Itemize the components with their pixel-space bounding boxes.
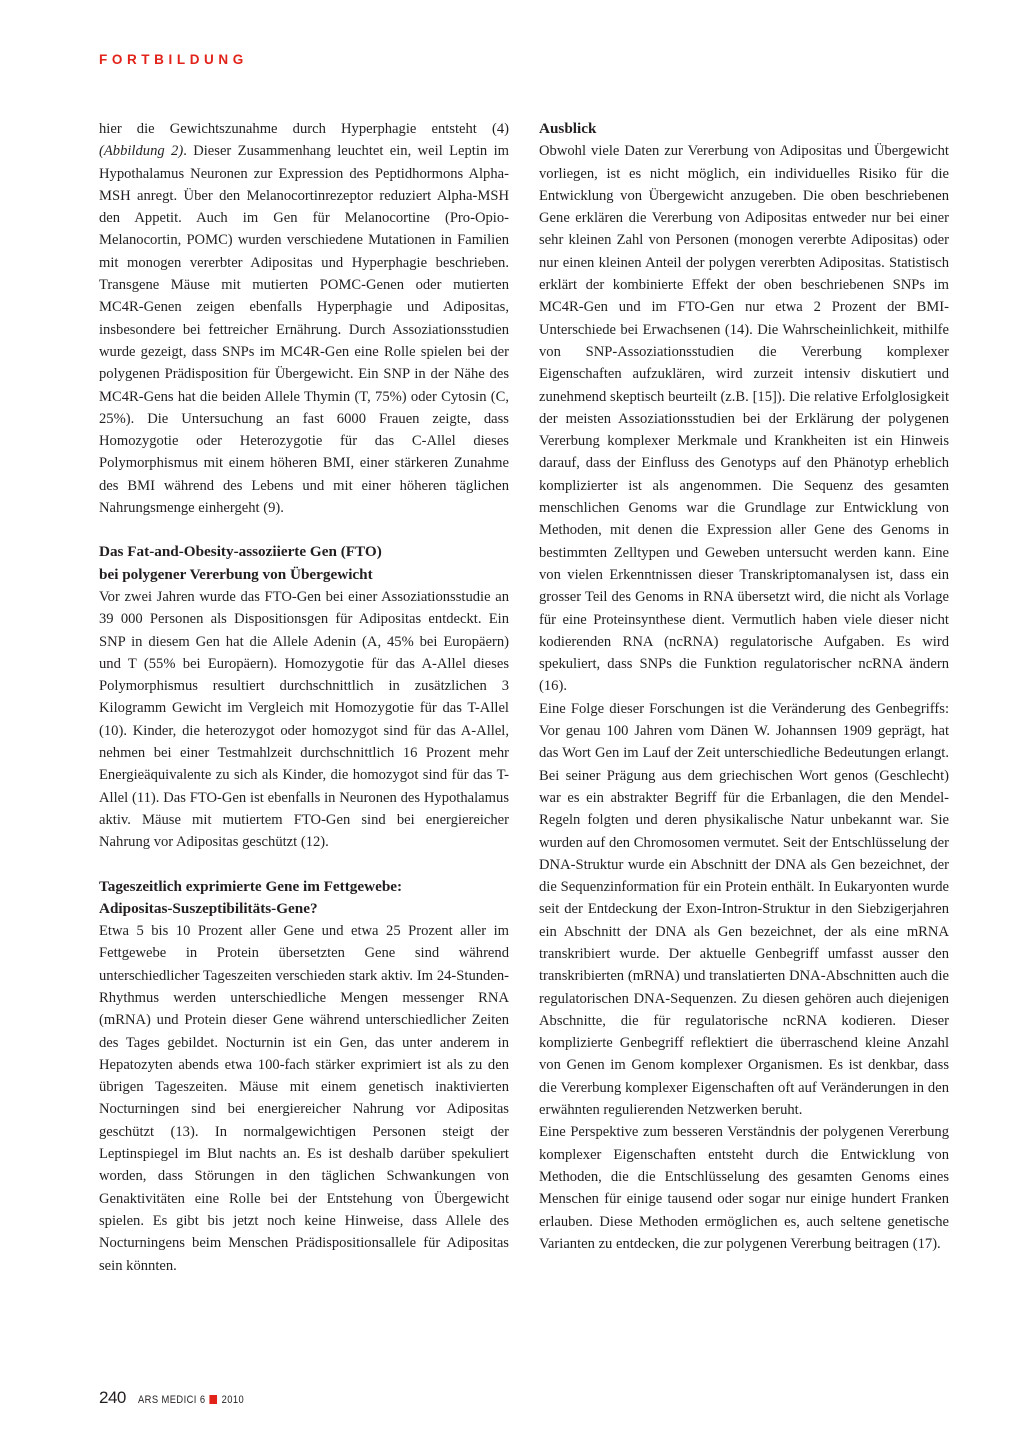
heading-ausblick: Ausblick <box>539 120 597 137</box>
section-header: FORTBILDUNG <box>99 52 248 67</box>
right-column <box>539 118 949 1255</box>
red-square-icon <box>210 1395 218 1404</box>
heading-line: Tageszeitlich exprimierte Gene im Fettgewebe: <box>99 877 403 895</box>
journal-info <box>138 1394 244 1406</box>
page-number: 240 <box>99 1388 126 1407</box>
paragraph-ausblick-1: Obwohl viele Daten zur Vererbung von Adipositas und Übergewicht vorliegen, ist es nicht möglich, ein individuelles Risiko für die Entwicklung von Übergewicht anzugeben. Die oben beschriebenen Gene erklären die Vererbung von Adipositas entweder nur bei einer sehr kleinen Zahl von Personen (monogen vererbte Adipositas) oder nur einen kleinen Anteil der polygen vererbten Adipositas. Statistisch erklärt der kombinierte Effekt der oben beschriebenen SNPs im MC4R-Gen und im FTO-Gen nur etwa 2 Prozent der BMI-Unterschiede bei Erwachsenen (14). Die Wahrscheinlichkeit, mithilfe von SNP-Assoziationsstudien die Vererbung komplexer Eigenschaften aufzuklären, wird zurzeit intensiv diskutiert und zunehmend skeptisch beurteilt (z.B. [15]). Die relative Erfolglosigkeit der meisten Assoziationsstudien bei der Erklärung der polygenen Vererbung komplexer Merkmale und Krankheiten ist ein Hinweis darauf, dass der Einfluss des Genotyps auf den Phänotyp erheblich komplizierter ist als angenommen. Die Sequenz des gesamten menschlichen Genoms war die Grundlage zur Entwicklung von Methoden, mit denen die Expression aller Gene des Genoms in bestimmten Zelltypen und Geweben untersucht werden kann. Eine von vielen Erkenntnissen dieser Transkriptomanalysen ist, dass ein grosser Teil des Genoms in RNA übersetzt wird, die nicht als Vorlage für eine Proteinsynthese dient. Vermutlich haben viele dieser nicht kodierenden RNA (ncRNA) regulatorische Aufgaben. Es wird spekuliert, dass SNPs die Funktion regulatorischer ncRNA ändern (16). <box>539 143 949 695</box>
left-column <box>99 118 509 1277</box>
heading-fto <box>99 541 509 586</box>
paragraph-ausblick-2: Eine Folge dieser Forschungen ist die Veränderung des Genbegriffs: Vor genau 100 Jahren vom Dänen W. Johannsen 1909 geprägt, hat das Wort Gen im Lauf der Zeit unterschiedliche Bedeutungen erlangt. Bei seiner Prägung aus dem griechischen Wort genos (Geschlecht) war es ein abstrakter Begriff für die Erbanlagen, die den Mendel-Regeln folgten und deren physikalische Natur unbekannt war. Sie wurden auf den Chromosomen vermutet. Seit der Entschlüsselung der DNA-Struktur wurde ein Abschnitt der DNA als Gen bezeichnet, der die Sequenzinformation für ein Protein enthält. In Eukaryonten wurde seit der Entdeckung der Exon-Intron-Struktur in den Siebzigerjahren ein Abschnitt der DNA als Gen bezeichnet, der als eine mRNA transkribiert wurde. Der aktuelle Genbegriff umfasst ausser den transkribierten (mRNA) und translatierten DNA-Abschnitten auch die regulatorischen DNA-Sequenzen. Zu diesen gehören auch diejenigen Abschnitte, die für regulatorische ncRNA kodieren. Dieser komplizierte Genbegriff reflektiert die überraschend kleine Anzahl von Genen im Genom komplexer Organismen. Es ist denkbar, dass die Vererbung komplexer Eigenschaften oft auf Veränderungen in den erwähnten regulierenden Netzwerken beruht. <box>539 700 949 1119</box>
paragraph-fto: Vor zwei Jahren wurde das FTO-Gen bei einer Assoziationsstudie an 39 000 Personen als Dispositionsgen für Adipositas entdeckt. Ein SNP in diesem Gen hat die Allele Adenin (A, 45% bei Europäern) und T (55% bei Europäern). Homozygotie für das A-Allel dieses Polymorphismus resultiert durchschnittlich in zusätzlichen 3 Kilogramm Gewicht im Vergleich mit Homozygotie für das T-Allel (10). Kinder, die heterozygot oder homozygot sind für das A-Allel, nehmen bei einer Testmahlzeit durchschnittlich 16 Prozent mehr Energieäquivalente zu sich als Kinder, die homozygot sind für das T-Allel (11). Das FTO-Gen ist ebenfalls in Neuronen des Hypothalamus aktiv. Mäuse mit mutiertem FTO-Gen sind bei energiereicher Nahrung vor Adipositas geschützt (12). <box>99 588 509 851</box>
page-footer <box>99 1388 263 1408</box>
paragraph-text: . Dieser Zusammenhang leuchtet ein, weil Leptin im Hypothalamus Neuronen zur Expression des Peptidhormons Alpha-MSH anregt. Über den Melanocortinrezeptor reduziert Alpha-MSH den Appetit. Auch im Gen für Melanocortine (Pro-Opio-Melanocortin, POMC) wurden verschiedene Mutationen in Familien mit monogen vererbter Adipositas und Hyperphagie beschrieben. Transgene Mäuse mit mutierten POMC-Genen oder mutierten MC4R-Genen zeigen ebenfalls Hyperphagie und Adipositas, insbesondere bei fettreicher Ernährung. Durch Assoziationsstudien wurde gezeigt, dass SNPs im MC4R-Gen eine Rolle spielen bei der polygenen Prädisposition für Übergewicht. Ein SNP in der Nähe des MC4R-Gens hat die beiden Allele Thymin (T, 75%) oder Cytosin (C, 25%). Die Untersuchung an fast 6000 Frauen zeigte, dass Homozygotie oder Heterozygotie für das C-Allel dieses Polymorphismus mit einem höheren BMI, einer stärkeren Zunahme des BMI während des Lebens und mit einer höheren täglichen Nahrungsmenge einhergeht (9). <box>99 143 509 517</box>
paragraph-hyperphagie <box>99 118 509 519</box>
heading-tageszeitlich <box>99 876 509 921</box>
paragraph-ausblick-3: Eine Perspektive zum besseren Verständnis der polygenen Vererbung komplexer Eigenschaften entsteht durch die Entwicklung von Methoden, die die Entschlüsselung des gesamten Genoms eines Menschen für einige tausend oder sogar nur einige hundert Franken erlauben. Diese Methoden ermöglichen es, auch seltene genetische Varianten zu entdecken, die zur polygenen Vererbung beitragen (17). <box>539 1124 949 1252</box>
journal-year: 2010 <box>221 1394 244 1406</box>
paragraph-tageszeitlich: Etwa 5 bis 10 Prozent aller Gene und etwa 25 Prozent aller im Fettgewebe in Protein übersetzten Gene sind während unterschiedlicher Tageszeiten verschieden stark aktiv. Im 24-Stunden-Rhythmus werden unterschiedliche Mengen messenger RNA (mRNA) und Protein dieser Gene während unterschiedlicher Zeiten des Tages gebildet. Nocturnin ist ein Gen, das unter anderem in Hepatozyten abends etwa 100-fach stärker exprimiert ist als zu den übrigen Tageszeiten. Mäuse mit einem genetisch inaktivierten Nocturningen sind bei energiereicher Nahrung vor Adipositas geschützt (13). In normalgewichtigen Personen steigt der Leptinspiegel im Blut nachts an. Es ist deshalb darüber spekuliert worden, dass Störungen in den täglichen Schwankungen von Genaktivitäten eine Rolle bei der Entstehung von Übergewicht spielen. Es gibt bis jetzt noch keine Hinweise, dass Allele des Nocturningens beim Menschen Prädispositionsallele für Adipositas sein könnten. <box>99 923 509 1274</box>
heading-line: Adipositas-Suszeptibilitäts-Gene? <box>99 899 318 917</box>
journal-name: ARS MEDICI 6 <box>137 1394 206 1406</box>
heading-line: bei polygener Vererbung von Übergewicht <box>99 565 373 583</box>
figure-reference: (Abbildung 2) <box>99 143 184 160</box>
heading-line: Das Fat-and-Obesity-assoziierte Gen (FTO) <box>99 543 382 561</box>
paragraph-text: hier die Gewichtszunahme durch Hyperphagie entsteht (4) <box>99 121 509 137</box>
